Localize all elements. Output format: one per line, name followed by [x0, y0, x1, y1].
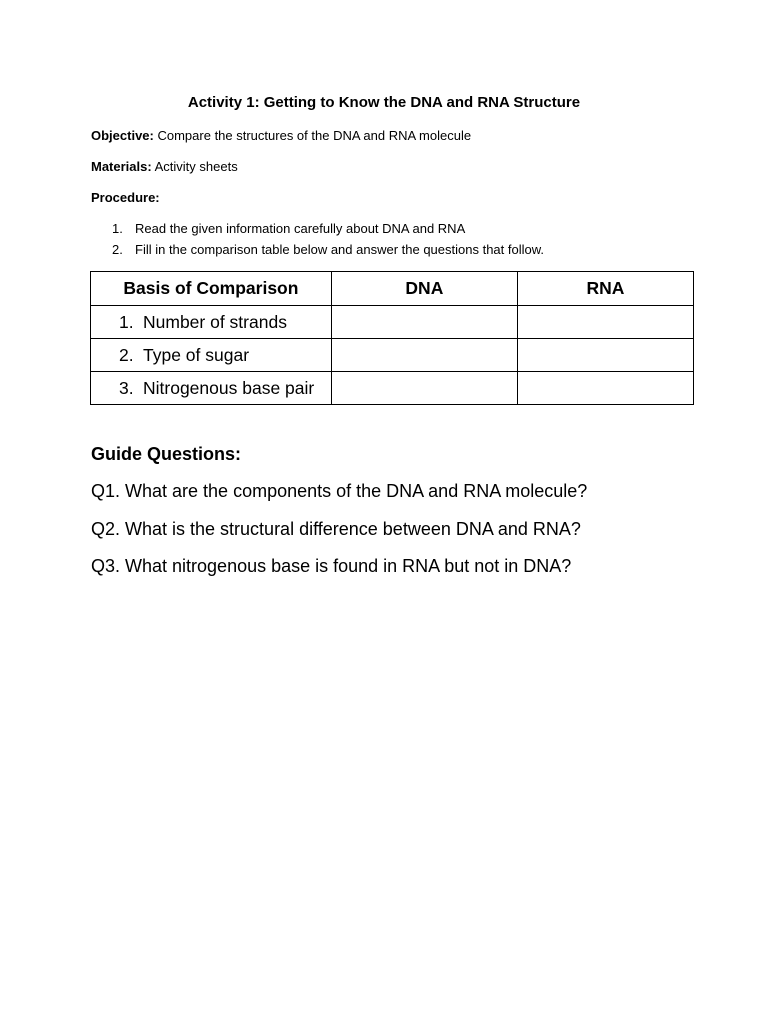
header-dna: DNA	[331, 272, 517, 306]
materials-line	[91, 159, 238, 174]
row-label	[91, 339, 332, 372]
objective-line	[91, 128, 471, 143]
table-header-row	[91, 272, 694, 306]
row-number: 2.	[119, 344, 134, 365]
materials-label: Materials:	[91, 159, 152, 174]
rna-cell[interactable]	[517, 372, 693, 405]
guide-question: Q3. What nitrogenous base is found in RNA but not in DNA?	[91, 556, 572, 576]
row-text: Nitrogenous base pair	[143, 377, 315, 398]
rna-cell[interactable]	[517, 339, 693, 372]
row-number: 1.	[119, 311, 134, 332]
table-row	[91, 339, 694, 372]
row-text: Type of sugar	[143, 344, 250, 365]
comparison-table	[90, 271, 694, 405]
procedure-step	[112, 241, 544, 262]
dna-cell[interactable]	[331, 306, 517, 339]
objective-text: Compare the structures of the DNA and RNA molecule	[157, 128, 472, 143]
dna-cell[interactable]	[331, 339, 517, 372]
row-label	[91, 306, 332, 339]
rna-cell[interactable]	[517, 306, 693, 339]
table-row	[91, 372, 694, 405]
guide-question: Q2. What is the structural difference between DNA and RNA?	[91, 519, 581, 539]
step-text: Read the given information carefully about DNA and RNA	[135, 221, 466, 236]
materials-text: Activity sheets	[154, 159, 238, 174]
row-label	[91, 372, 332, 405]
procedure-label: Procedure:	[91, 190, 160, 205]
dna-cell[interactable]	[331, 372, 517, 405]
objective-label: Objective:	[91, 128, 154, 143]
guide-question: Q1. What are the components of the DNA and RNA molecule?	[91, 481, 588, 501]
guide-questions-title: Guide Questions:	[91, 444, 242, 464]
step-number: 1.	[112, 221, 123, 236]
step-text: Fill in the comparison table below and answer the questions that follow.	[135, 242, 545, 257]
activity-title: Activity 1: Getting to Know the DNA and RNA Structure	[187, 94, 581, 111]
row-number: 3.	[119, 377, 134, 398]
row-text: Number of strands	[143, 311, 287, 332]
step-number: 2.	[112, 242, 123, 257]
header-rna: RNA	[517, 272, 693, 306]
procedure-step	[112, 220, 544, 241]
procedure-steps	[112, 220, 544, 262]
header-basis: Basis of Comparison	[91, 272, 332, 306]
table-row	[91, 306, 694, 339]
